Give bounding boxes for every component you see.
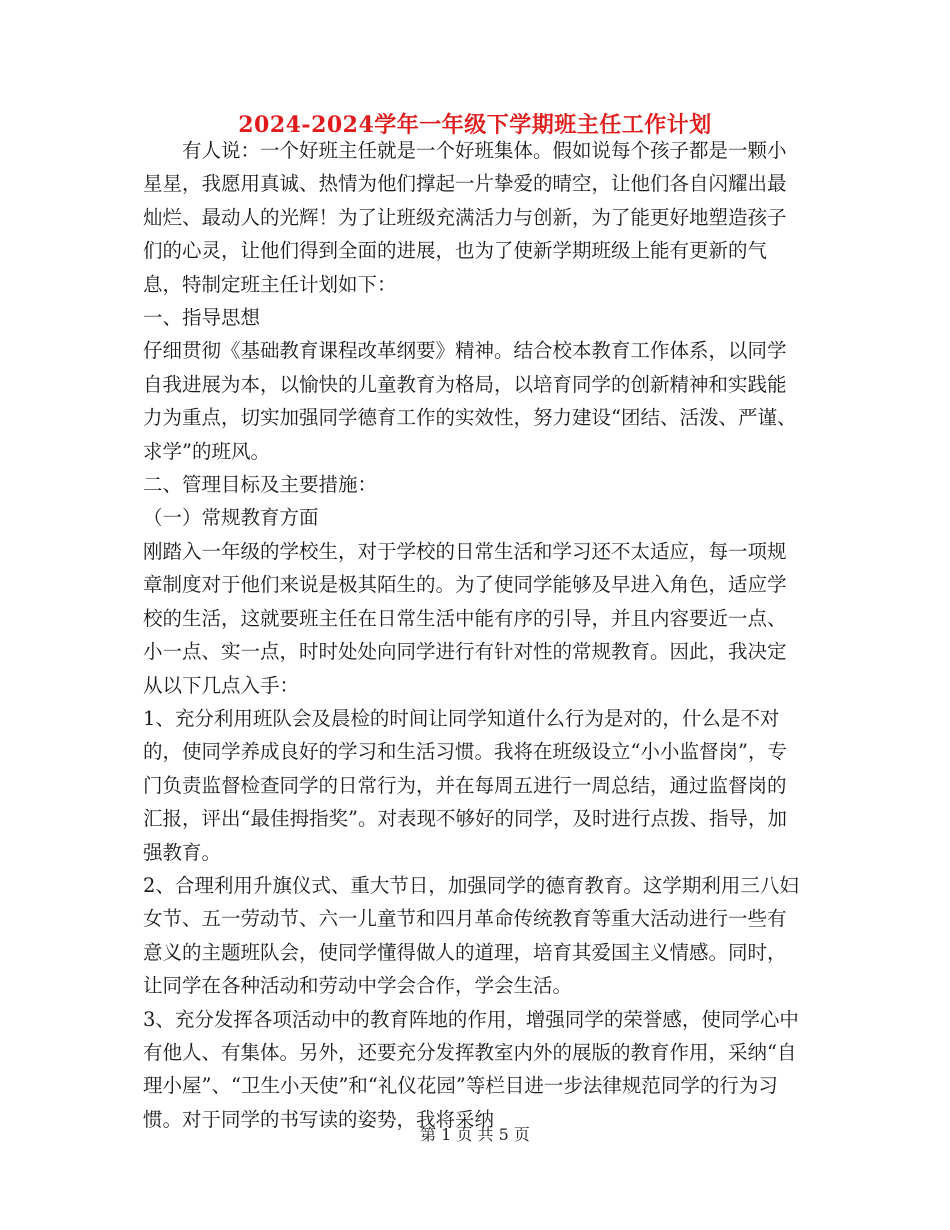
intro-paragraph: 有人说：一个好班主任就是一个好班集体。假如说每个孩子都是一颗小星星，我愿用真诚、热情为他们撑起一片挚爱的晴空，让他们各自闪耀出最灿烂、最动人的光辉！为了让班级充满活力与创新，为了能更好地塑造孩子们的心灵，让他们得到全面的进展，也为了使新学期班级上能有更新的气息，特制定班主任计划如下： xyxy=(143,139,787,296)
page-footer: 第 1 页 共 5 页 xyxy=(420,1125,530,1144)
measure-item-3: 3、充分发挥各项活动中的教育阵地的作用，增强同学的荣誉感，使同学心中有他人、有集体。另外，还要充分发挥教室内外的展版的教育作用，采纳“自理小屋”、“卫生小天使”和“礼仪花园”等栏目进一步法律规范同学的行为习惯。对于同学的书写读的姿势，我将采纳 xyxy=(143,1007,799,1131)
measure-item-1: 1、充分利用班队会及晨检的时间让同学知道什么行为是对的，什么是不对的，使同学养成良好的学习和生活习惯。我将在班级设立“小小监督岗”，专门负责监督检查同学的日常行为，并在每周五进行一周总结，通过监督岗的汇报，评出“最佳拇指奖”。对表现不够好的同学，及时进行点拨、指导，加强教育。 xyxy=(143,706,787,864)
subsection-heading-routine-education: （一）常规教育方面 xyxy=(143,506,319,530)
document-body xyxy=(143,134,805,1136)
measure-item-2: 2、合理利用升旗仪式、重大节日，加强同学的德育教育。这学期利用三八妇女节、五一劳动节、六一儿童节和四月革命传统教育等重大活动进行一些有意义的主题班队会，使同学懂得做人的道理，培育其爱国主义情感。同时，让同学在各种活动和劳动中学会合作，学会生活。 xyxy=(143,873,799,998)
routine-education-paragraph: 刚踏入一年级的学校生，对于学校的日常生活和学习还不太适应，每一项规章制度对于他们来说是极其陌生的。为了使同学能够及早进入角色，适应学校的生活，这就要班主任在日常生活中能有序的引导，并且内容要近一点、小一点、实一点，时时处处向同学进行有针对性的常规教育。因此，我决定从以下几点入手： xyxy=(143,539,787,697)
section-heading-guiding-thought: 一、指导思想 xyxy=(143,306,261,330)
document-title: 2024-2024学年一年级下学期班主任工作计划 xyxy=(238,112,712,138)
guiding-thought-paragraph: 仔细贯彻《基础教育课程改革纲要》精神。结合校本教育工作体系，以同学自我进展为本，以愉快的儿童教育为格局，以培育同学的创新精神和实践能力为重点，切实加强同学德育工作的实效性，努力建设“团结、活泼、严谨、求学”的班风。 xyxy=(143,339,797,463)
section-heading-goals-measures: 二、管理目标及主要措施： xyxy=(143,473,378,497)
